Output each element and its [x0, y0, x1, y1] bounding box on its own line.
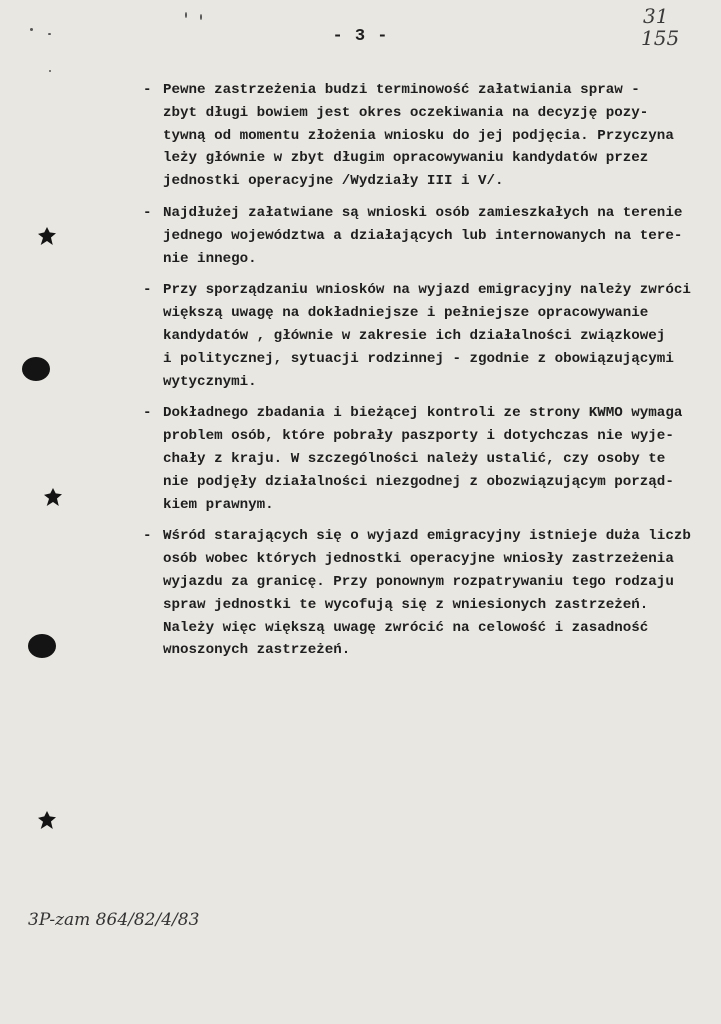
- paragraph-line: wyjazdu za granicę. Przy ponownym rozpatrywaniu tego rodzaju: [163, 573, 674, 590]
- bullet-paragraph: [143, 79, 718, 193]
- paper-speck: [200, 14, 202, 20]
- punch-hole: [38, 227, 56, 245]
- paragraph-line: jednego województwa a działających lub internowanych na tere-: [163, 227, 683, 244]
- bullet-dash: -: [143, 282, 152, 299]
- bullet-dash: -: [143, 405, 152, 422]
- paragraph-line: chały z kraju. W szczególności należy ustalić, czy osoby te: [163, 450, 666, 467]
- paragraph-line: wytycznymi.: [163, 373, 257, 390]
- paragraph-line: kandydatów , głównie w zakresie ich działalności związkowej: [163, 327, 666, 344]
- bullet-paragraph: [143, 525, 718, 662]
- paragraph-line: leży głównie w zbyt długim opracowywaniu kandydatów przez: [163, 150, 649, 167]
- punch-hole: [28, 634, 56, 658]
- paragraph-line: Dokładnego zbadania i bieżącej kontroli ze strony KWMO wymaga: [163, 405, 683, 422]
- paragraph-line: zbyt długi bowiem jest okres oczekiwania na decyzję pozy-: [163, 104, 649, 121]
- bullet-dash: -: [143, 82, 152, 98]
- bullet-dash: -: [143, 528, 152, 545]
- paragraph-line: kiem prawnym.: [163, 496, 274, 513]
- paper-speck: [49, 70, 51, 72]
- paper-speck: [185, 12, 187, 18]
- bullet-paragraph: [143, 279, 718, 393]
- bullet-dash: -: [143, 204, 152, 221]
- archive-reference-top: 31: [643, 4, 669, 28]
- paragraph-line: i politycznej, sytuacji rodzinnej - zgodnie z obowiązującymi: [163, 350, 674, 367]
- paragraph-line: Pewne zastrzeżenia budzi terminowość załatwiania spraw -: [163, 82, 640, 98]
- paragraph-line: Przy sporządzaniu wniosków na wyjazd emigracyjny należy zwróci: [163, 282, 691, 299]
- page-number: - 3 -: [332, 27, 389, 46]
- bullet-paragraph: [143, 402, 718, 516]
- paragraph-line: wnoszonych zastrzeżeń.: [163, 642, 351, 659]
- paragraph-line: Należy więc większą uwagę zwrócić na celowość i zasadność: [163, 619, 649, 636]
- paragraph-line: nie podjęły działalności niezgodnej z obozwiązującym porząd-: [163, 473, 674, 490]
- punch-hole: [38, 811, 56, 829]
- paragraph-line: Wśród starających się o wyjazd emigracyjny istnieje duża liczb: [163, 528, 691, 545]
- paragraph-line: nie innego.: [163, 250, 257, 267]
- archive-reference: [641, 6, 679, 48]
- paragraph-line: większą uwagę na dokładniejsze i pełniejsze opracowywanie: [163, 305, 649, 322]
- archive-reference-bottom: 155: [641, 26, 680, 50]
- signature-note: 3P-zam 864/82/4/83: [28, 910, 200, 930]
- punch-hole: [22, 357, 50, 381]
- paragraph-line: osób wobec których jednostki operacyjne wniosły zastrzeżenia: [163, 551, 674, 568]
- paragraph-line: jednostki operacyjne /Wydziały III i V/.: [163, 173, 504, 190]
- paragraph-line: problem osób, które pobrały paszporty i dotychczas nie wyje-: [163, 428, 674, 445]
- paragraph-list: [143, 79, 718, 671]
- paragraph-line: Najdłużej załatwiane są wnioski osób zamieszkałych na terenie: [163, 204, 683, 221]
- paragraph-line: tywną od momentu złożenia wniosku do jej podjęcia. Przyczyna: [163, 127, 674, 144]
- paragraph-line: spraw jednostki te wycofują się z wniesionych zastrzeżeń.: [163, 596, 649, 613]
- punch-hole: [44, 488, 62, 506]
- bullet-paragraph: [143, 202, 718, 270]
